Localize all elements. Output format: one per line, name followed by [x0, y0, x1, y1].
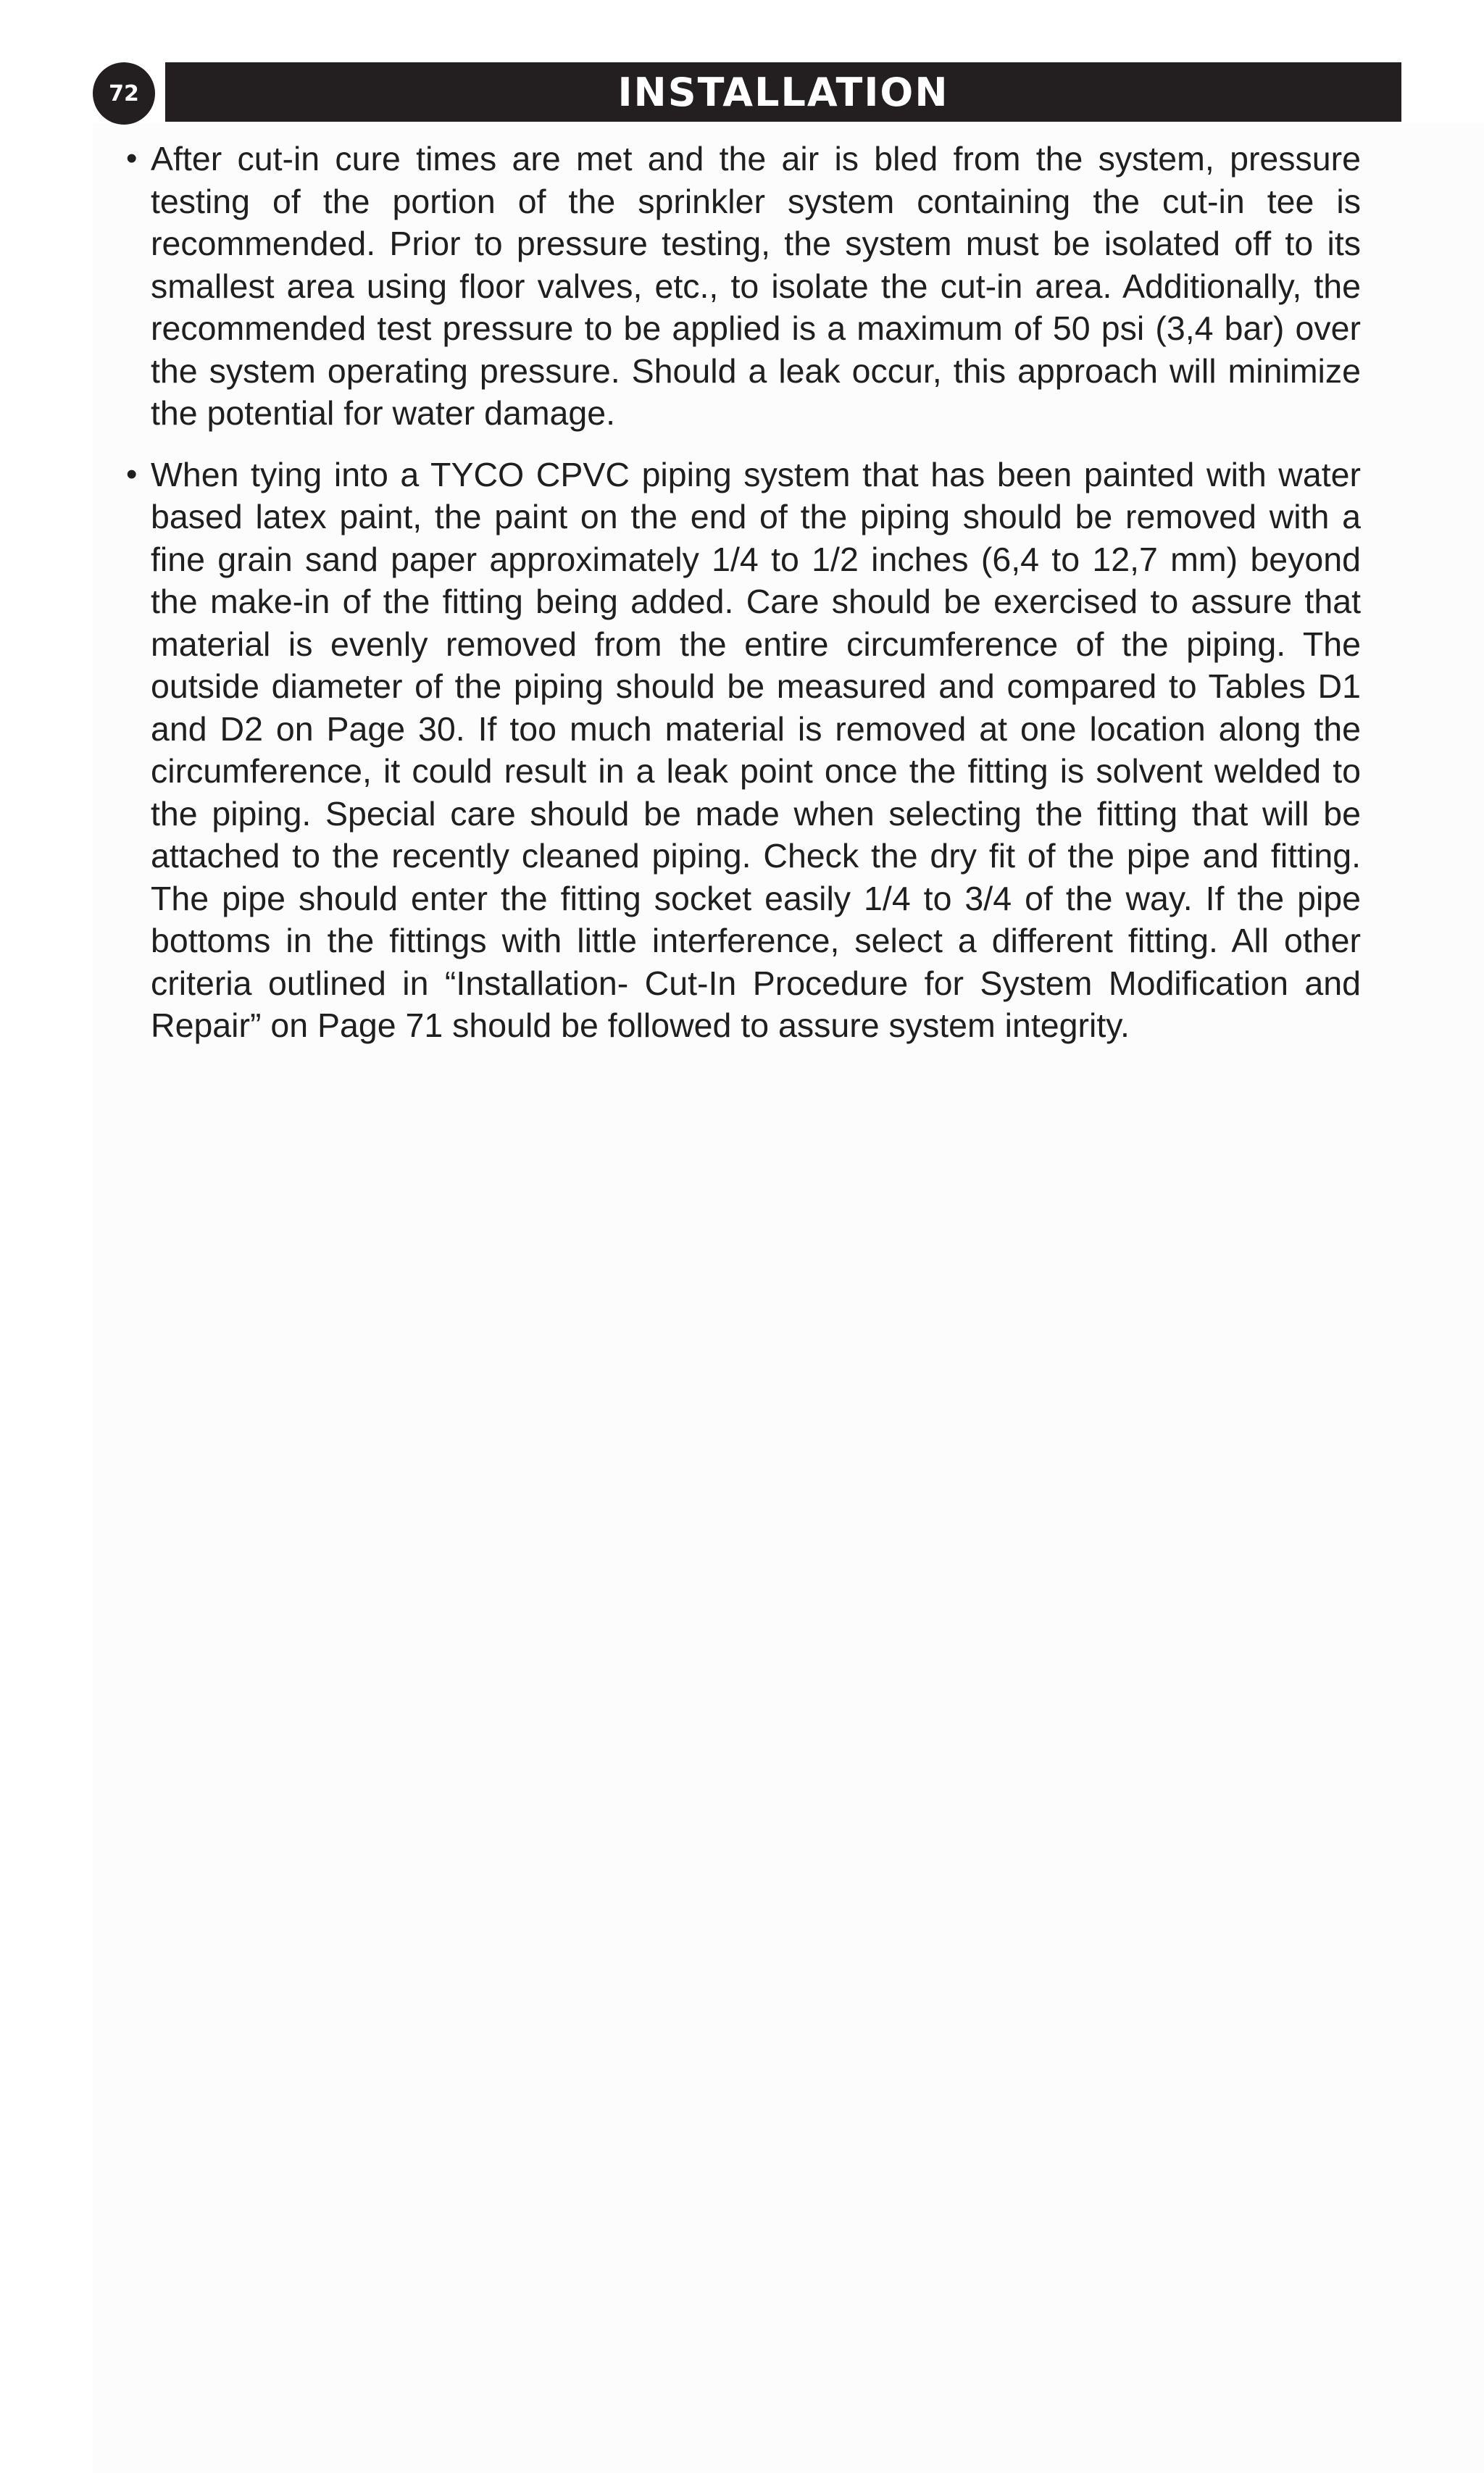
- bullet-text: After cut-in cure times are met and the air is bled from the system, pressure testing of the portion of the sprinkler system containing the cut-in tee is recommended. Prior to pressure testing, the system must be isolated off to its smallest area using floor valves, etc., to isolate the cut-in area. Additionally, the recommended test pressure to be applied is a maximum of 50 psi (3,4 bar) over the system operating pressure. Should a leak occur, this approach will minimize the potential for water damage.: [151, 140, 1361, 432]
- bullet-icon: •: [126, 456, 138, 492]
- page-number-badge: [93, 62, 155, 125]
- bullet-item-painted-piping: [122, 454, 1361, 1047]
- bullet-item-pressure-testing: [122, 138, 1361, 435]
- bullet-text: When tying into a TYCO CPVC piping system that has been painted with water based latex paint, the paint on the end of the piping should be removed with a fine grain sand paper approximately 1/4 to 1/2 inches (6,4 to 12,7 mm) beyond the make-in of the fitting being added. Care should be exercised to assure that material is evenly removed from the entire circumference of the piping. The outside diameter of the piping should be measured and compared to Tables D1 and D2 on Page 30. If too much material is removed at one location along the circumference, it could result in a leak point once the fitting is solvent welded to the piping. Special care should be made when selecting the fitting that will be attached to the recently cleaned piping. Check the dry fit of the pipe and fitting. The pipe should enter the fitting socket easily 1/4 to 3/4 of the way. If the pipe bottoms in the fittings with little interference, select a different fitting. All other criteria outlined in “Installation- Cut-In Procedure for System Modification and Repair” on Page 71 should be followed to assure system integrity.: [151, 455, 1361, 1044]
- body-content: [122, 138, 1361, 1066]
- section-header-bar: [165, 62, 1401, 122]
- page-number: 72: [109, 80, 139, 107]
- bullet-icon: •: [126, 141, 138, 176]
- section-title: INSTALLATION: [617, 69, 949, 115]
